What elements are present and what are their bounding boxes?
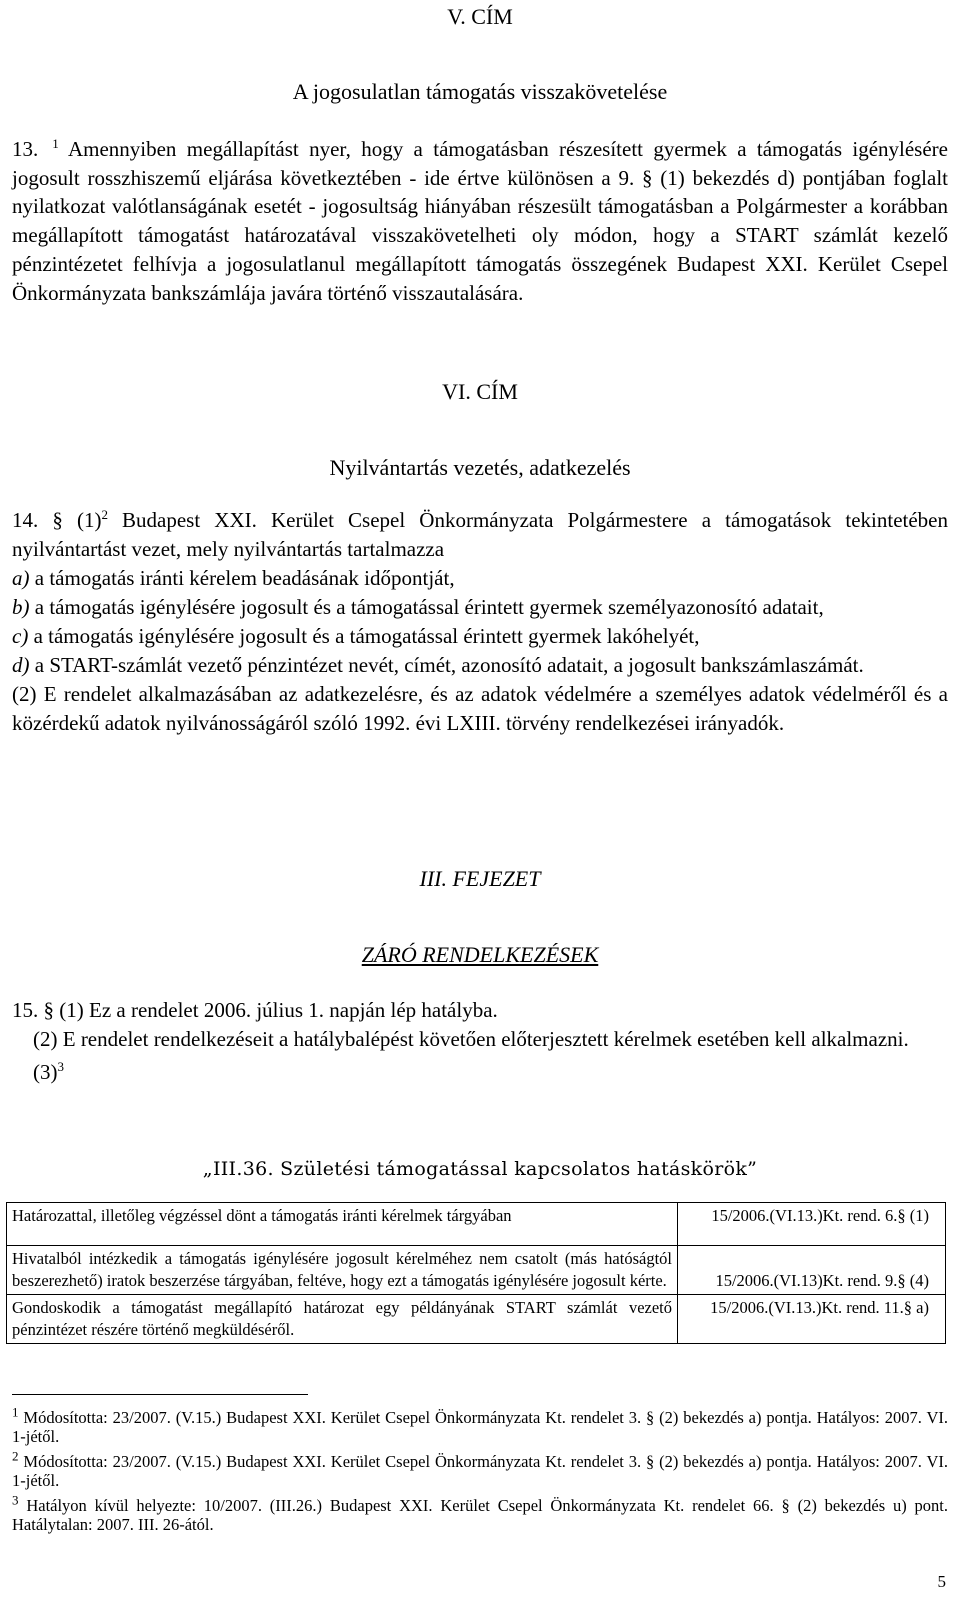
list-label: b) [12, 595, 30, 619]
section-15-paragraph-2: (2) E rendelet rendelkezéseit a hatálybalépést követően előterjesztett kérelmek esetében kell alkalmazni. [33, 1027, 909, 1051]
section-13-paragraph [12, 135, 948, 307]
footnote-number: 3 [12, 1492, 19, 1508]
chapter-vi-title: VI. CÍM [442, 379, 518, 404]
section-13-text: Amennyiben megállapítást nyer, hogy a támogatásban részesített gyermek a támogatás igénylésére jogosult rosszhiszemű eljárása következtében - ide értve különösen a 9. § (1) bekezdés d) pontjában foglalt nyilatkozat valótlanságának esetét - jogosultság hiányában részesült támogatásban a Polgármester a korábban megállapított támogatást határozatával visszakövetelheti oly módon, hogy a START számlát kezelő pénzintézetet felhívja a jogosulatlanul megállapított támogatás összegének Budapest XXI. Kerület Csepel Önkormányzata bankszámlája javára történő visszautalására. [12, 137, 948, 305]
section-15-p3-label: (3) [33, 1060, 58, 1084]
list-label: c) [12, 624, 29, 648]
footnote-2 [12, 1448, 948, 1490]
list-item-a [12, 564, 948, 593]
footnote-text: Hatályon kívül helyezte: 10/2007. (III.26.) Budapest XXI. Kerület Csepel Önkormányzata Kt. rendelet 66. § (2) bekezdés u) pont. Hatálytalan: 2007. III. 26-ától. [12, 1496, 948, 1534]
chapter-v-title: V. CÍM [447, 4, 513, 29]
table-cell-description: Gondoskodik a támogatást megállapító határozat egy példányának START számlát vezető pénzintézet részére történő megküldéséről. [7, 1295, 678, 1344]
closing-provisions-label: ZÁRÓ RENDELKEZÉSEK [361, 942, 599, 967]
list-text: a támogatás igénylésére jogosult és a támogatással érintett gyermek személyazonosító adatait, [29, 595, 824, 619]
section-15-paragraph-1: 15. § (1) Ez a rendelet 2006. július 1. napján lép hatályba. [12, 998, 498, 1022]
section-14-text: Budapest XXI. Kerület Csepel Önkormányzata Polgármestere a támogatások tekintetében nyilvántartást vezet, mely nyilvántartás tartalmazza [12, 508, 948, 561]
list-item-c [12, 622, 948, 651]
list-item-d [12, 651, 948, 680]
list-label: d) [12, 653, 30, 677]
annex-title: „III.36. Születési támogatással kapcsolatos hatáskörök” [202, 1158, 758, 1180]
footnote-3 [12, 1492, 948, 1534]
table-row [7, 1203, 946, 1246]
chapter-iii-title: III. FEJEZET [419, 866, 541, 891]
table-cell-reference: 15/2006.(VI.13.)Kt. rend. 6.§ (1) [678, 1203, 946, 1246]
table-cell-description: Hivatalból intézkedik a támogatás igénylésére jogosult kérelméhez nem csatolt (más hatóságtól beszerezhető) iratok beszerzése tárgyában, feltéve, hogy ezt a támogatás igénylésére jogosult kérte. [7, 1246, 678, 1295]
footnote-1 [12, 1404, 948, 1446]
footnote-text: Módosította: 23/2007. (V.15.) Budapest XXI. Kerület Csepel Önkormányzata Kt. rendelet 3. § (2) bekezdés a) pontja. Hatályos: 2007. VI. 1-jétől. [12, 1452, 948, 1490]
section-14-intro [12, 506, 948, 564]
table-cell-reference: 15/2006.(VI.13.)Kt. rend. 11.§ a) [678, 1295, 946, 1344]
section-15-block [12, 996, 948, 1087]
competence-table [6, 1202, 946, 1344]
closing-provisions-title [0, 942, 960, 968]
list-item-b [12, 593, 948, 622]
footnote-ref-3[interactable]: 3 [57, 1059, 64, 1074]
list-text: a támogatás iránti kérelem beadásának időpontját, [29, 566, 455, 590]
table-row [7, 1246, 946, 1295]
footnote-number: 1 [12, 1404, 19, 1420]
section-14-heading: 14. § (1) [12, 508, 102, 532]
list-label: a) [12, 566, 30, 590]
table-cell-description: Határozattal, illetőleg végzéssel dönt a támogatás iránti kérelmek tárgyában [7, 1203, 678, 1246]
footnote-text: Módosította: 23/2007. (V.15.) Budapest XXI. Kerület Csepel Önkormányzata Kt. rendelet 3. § (2) bekezdés a) pontja. Hatályos: 2007. VI. 1-jétől. [12, 1408, 948, 1446]
list-text: a támogatás igénylésére jogosult és a támogatással érintett gyermek lakóhelyét, [28, 624, 700, 648]
table-row [7, 1295, 946, 1344]
footnote-ref-1[interactable]: 1 [52, 136, 59, 151]
section-13-number: 13. [12, 137, 39, 161]
section-14-block [12, 506, 948, 738]
footnote-ref-2[interactable]: 2 [101, 507, 108, 522]
page-number: 5 [937, 1572, 946, 1591]
list-text: a START-számlát vezető pénzintézet nevét, címét, azonosító adatait, a jogosult bankszámlaszámát. [29, 653, 864, 677]
section-15-paragraph-3 [12, 1058, 948, 1087]
table-cell-reference: 15/2006.(VI.13)Kt. rend. 9.§ (4) [678, 1246, 946, 1295]
section-14-paragraph-2: (2) E rendelet alkalmazásában az adatkezelésre, és az adatok védelmére a személyes adatok védelméről és a közérdekű adatok nyilvánosságáról szóló 1992. évi LXIII. törvény rendelkezései irányadók. [12, 682, 948, 735]
footnote-number: 2 [12, 1448, 19, 1464]
footnote-separator [12, 1394, 308, 1395]
chapter-vi-subtitle: Nyilvántartás vezetés, adatkezelés [329, 455, 631, 480]
chapter-v-subtitle: A jogosulatlan támogatás visszakövetelése [292, 79, 668, 104]
